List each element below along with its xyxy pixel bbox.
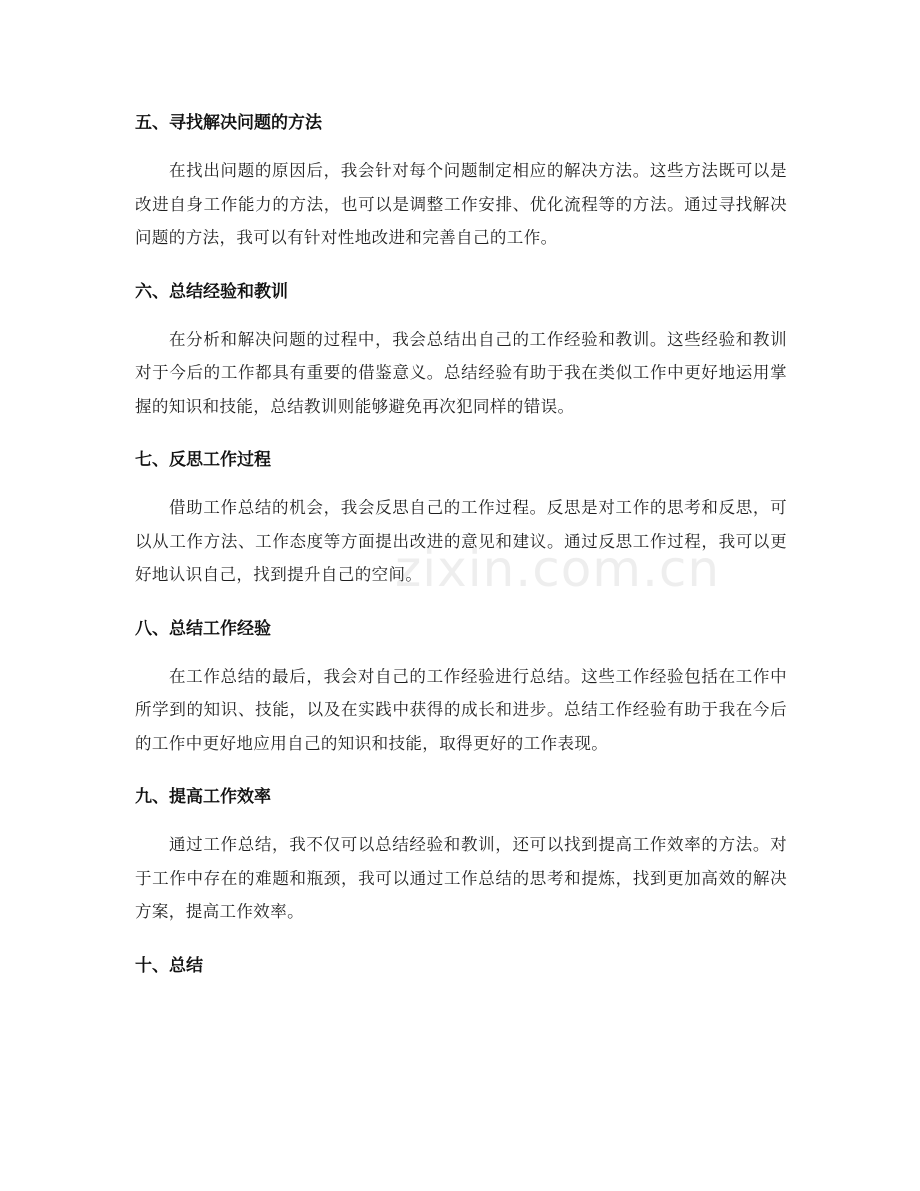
section-body-8: 在工作总结的最后，我会对自己的工作经验进行总结。这些工作经验包括在工作中所学到的知识、技能，以及在实践中获得的成长和进步。总结工作经验有助于我在今后的工作中更好地应用自己的知识和技能，取得更好的工作表现。 — [135, 666, 787, 753]
watermark: zixin.com.cn — [395, 540, 721, 598]
section-body-9: 通过工作总结，我不仅可以总结经验和教训，还可以找到提高工作效率的方法。对于工作中存在的难题和瓶颈，我可以通过工作总结的思考和提炼，找到更加高效的解决方案，提高工作效率。 — [135, 835, 787, 921]
section-heading-10: 十、总结 — [135, 955, 203, 976]
section-body-6: 在分析和解决问题的过程中，我会总结出自己的工作经验和教训。这些经验和教训对于今后的工作都具有重要的借鉴意义。总结经验有助于我在类似工作中更好地运用掌握的知识和技能，总结教训则能够避免再次犯同样的错误。 — [135, 329, 787, 416]
section-heading-7: 七、反思工作过程 — [135, 450, 271, 470]
section-heading-5: 五、寻找解决问题的方法 — [135, 113, 322, 133]
section-heading-8: 八、总结工作经验 — [135, 618, 271, 639]
section-body-5: 在找出问题的原因后，我会针对每个问题制定相应的解决方法。这些方法既可以是改进自身工作能力的方法，也可以是调整工作安排、优化流程等的方法。通过寻找解决问题的方法，我可以有针对性地改进和完善自己的工作。 — [135, 161, 787, 247]
document-content — [135, 104, 787, 985]
section-heading-6: 六、总结经验和教训 — [135, 281, 288, 302]
section-heading-9: 九、提高工作效率 — [135, 787, 271, 807]
section-body-7: 借助工作总结的机会，我会反思自己的工作过程。反思是对工作的思考和反思，可以从工作方法、工作态度等方面提出改进的意见和建议。通过反思工作过程，我可以更好地认识自己，找到提升自己的空间。 — [135, 498, 787, 584]
